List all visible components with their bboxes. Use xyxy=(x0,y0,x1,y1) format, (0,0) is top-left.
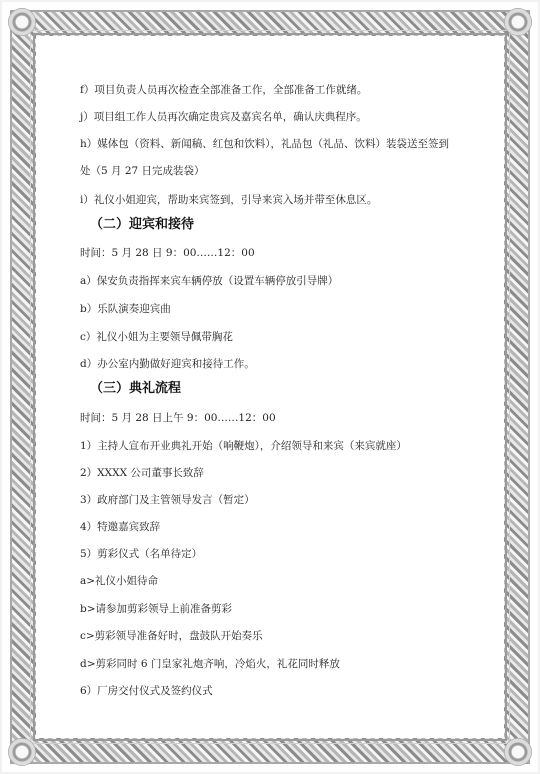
corner-ornament-top-left xyxy=(8,8,36,36)
document-page xyxy=(2,2,538,772)
list-item: f）项目负责人员再次检查全部准备工作，全部准备工作就绪。 xyxy=(80,84,368,96)
list-item: d）办公室内勤做好迎宾和接待工作。 xyxy=(80,358,255,370)
corner-ornament-bottom-left xyxy=(8,738,36,766)
list-item: b）乐队演奏迎宾曲 xyxy=(80,303,171,315)
list-item: 4）特邀嘉宾致辞 xyxy=(80,521,161,533)
list-item: i）礼仪小姐迎宾，帮助来宾签到，引导来宾入场并带至休息区。 xyxy=(80,194,378,206)
list-item: b>请参加剪彩领导上前准备剪彩 xyxy=(80,603,233,615)
corner-ornament-bottom-right xyxy=(504,738,532,766)
list-item: j）项目组工作人员再次确定贵宾及嘉宾名单，确认庆典程序。 xyxy=(80,111,367,123)
section-heading: （三）典礼流程 xyxy=(90,381,182,396)
list-item: 3）政府部门及主管领导发言（暂定） xyxy=(80,494,255,506)
list-item: 处（5 月 27 日完成装袋） xyxy=(80,165,205,177)
list-item: a）保安负责指挥来宾车辆停放（设置车辆停放引导牌） xyxy=(80,275,339,287)
list-item: c>剪彩领导准备好时，盘鼓队开始奏乐 xyxy=(80,630,263,642)
list-item: 6）厂房交付仪式及签约仪式 xyxy=(80,685,213,697)
list-item: 2）XXXX 公司董事长致辞 xyxy=(80,467,204,479)
list-item: a>礼仪小姐待命 xyxy=(80,575,159,587)
list-item: d>剪彩同时 6 门皇家礼炮齐响，冷焰火，礼花同时释放 xyxy=(80,658,340,670)
corner-ornament-top-right xyxy=(504,8,532,36)
time-line: 时间：5 月 28 日上午 9：00……12：00 xyxy=(80,412,276,424)
list-item: 5）剪彩仪式（名单待定） xyxy=(80,548,203,560)
time-line: 时间：5 月 28 日 9：00……12：00 xyxy=(80,247,255,259)
list-item: h）媒体包（资料、新闻稿、红包和饮料），礼品包（礼品、饮料）装袋送至签到 xyxy=(80,138,450,150)
section-heading: （二）迎宾和接待 xyxy=(90,217,195,232)
list-item: 1）主持人宣布开业典礼开始（响鞭炮），介绍领导和来宾（来宾就座） xyxy=(80,440,407,452)
list-item: c）礼仪小姐为主要领导佩带胸花 xyxy=(80,331,233,343)
